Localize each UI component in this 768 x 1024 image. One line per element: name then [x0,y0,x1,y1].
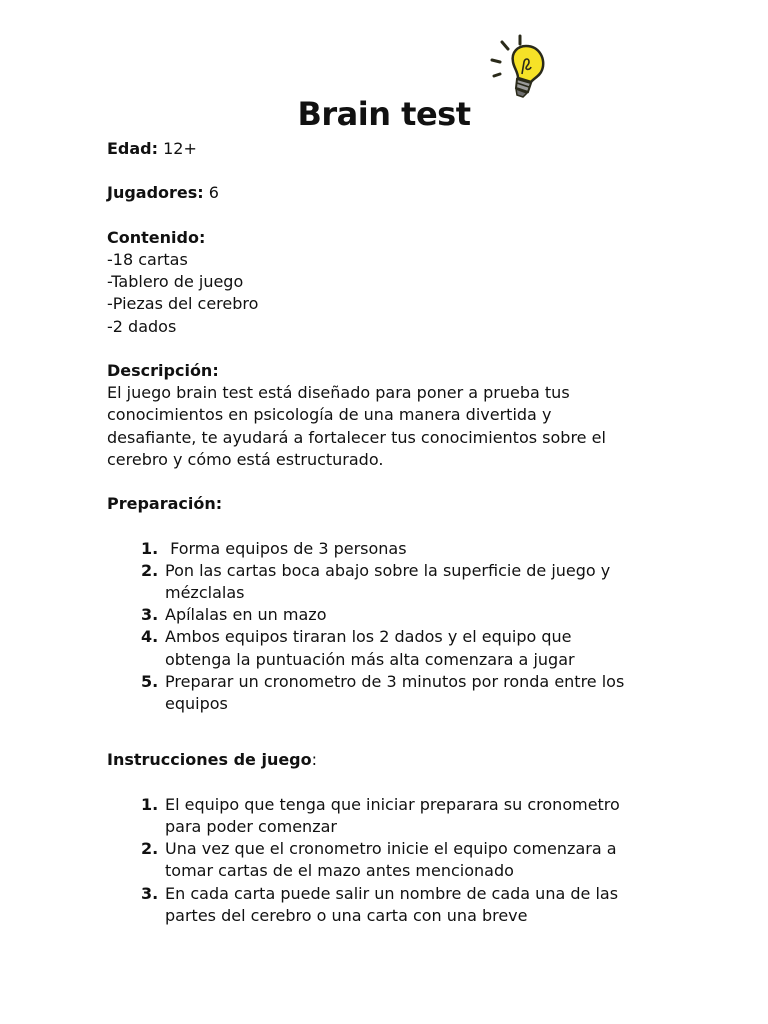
step-text: Una vez que el cronometro inicie el equipo comenzara a [165,839,617,859]
contents-item: -18 cartas [107,249,188,269]
step-text: Forma equipos de 3 personas [165,538,407,558]
description-line: cerebro y cómo está estructurado. [107,449,384,469]
preparation-steps [107,538,667,716]
list-item [107,604,667,626]
step-text: Ambos equipos tiraran los 2 dados y el equipo que [165,627,572,647]
step-text: Apílalas en un mazo [165,605,327,625]
description-line: conocimientos en psicología de una manera divertida y [107,405,552,425]
list-item [107,883,667,927]
players-line [107,182,667,204]
description-line: desafiante, te ayudará a fortalecer tus conocimientos sobre el [107,427,606,447]
instructions-colon: : [311,750,318,770]
list-item [107,560,667,604]
preparation-label: Preparación: [107,494,223,514]
age-line [107,138,667,160]
players-value: 6 [208,183,219,203]
step-text: mézclalas [165,582,245,602]
instruction-steps [107,794,667,927]
list-item [107,626,667,670]
step-text: obtenga la puntuación más alta comenzara a jugar [165,649,575,669]
step-text: Preparar un cronometro de 3 minutos por ronda entre los [165,671,625,691]
contents-item: -Piezas del cerebro [107,294,259,314]
step-text: tomar cartas de el mazo antes mencionado [165,861,514,881]
page-title: Brain test [297,95,471,133]
step-number: 2. [141,560,159,580]
step-number: 2. [141,839,159,859]
age-label: Edad: [107,139,159,158]
step-number: 3. [141,883,159,903]
step-number: 1. [141,538,159,558]
list-item [107,794,667,838]
contents-label: Contenido: [107,227,206,247]
list-item [107,671,667,715]
step-text: El equipo que tenga que iniciar preparara su cronometro [165,794,620,814]
step-text: En cada carta puede salir un nombre de cada una de las [165,883,619,903]
contents-item: -Tablero de juego [107,272,244,292]
step-text: equipos [165,694,228,713]
age-value: 12+ [163,139,197,158]
instructions-label: Instrucciones de juego [107,750,312,770]
players-label: Jugadores: [107,183,204,203]
description-line: El juego brain test está diseñado para poner a prueba tus [107,383,570,403]
list-item [107,838,667,882]
instructions-heading [107,749,667,771]
step-text: para poder comenzar [165,816,337,836]
step-number: 1. [141,794,159,814]
list-item [107,538,667,560]
description-label: Descripción: [107,360,219,380]
step-number: 5. [141,671,159,691]
step-number: 4. [141,627,159,647]
document-body [107,138,667,927]
contents-item: -2 dados [107,316,177,336]
step-text: Pon las cartas boca abajo sobre la superficie de juego y [165,560,611,580]
step-text: partes del cerebro o una carta con una breve [165,905,528,925]
step-number: 3. [141,605,159,625]
